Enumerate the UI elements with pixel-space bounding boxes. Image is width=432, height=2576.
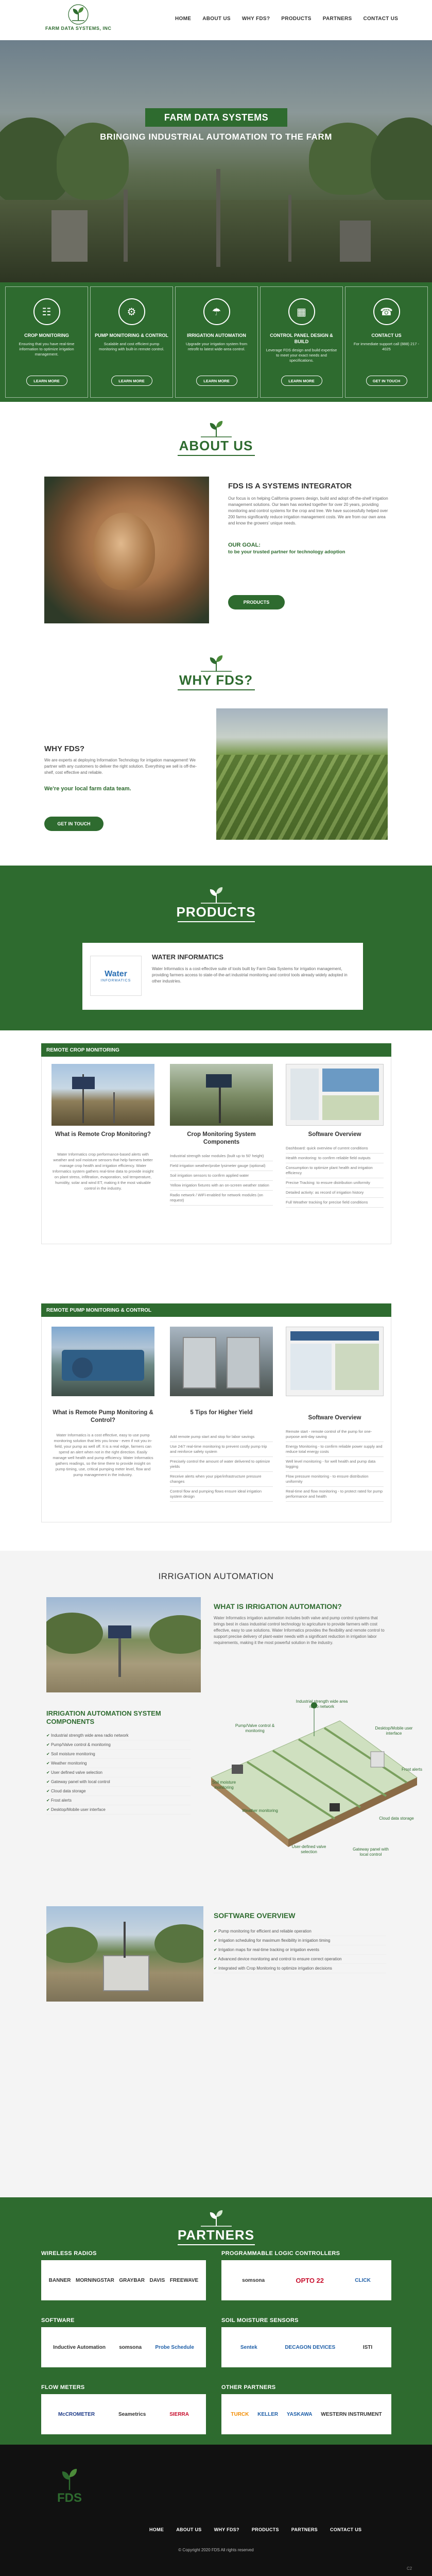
footer-nav xyxy=(149,2527,361,2532)
list-item: Control flow and pumping flows ensure ideal irrigation system design xyxy=(170,1487,273,1502)
software-overview-title: SOFTWARE OVERVIEW xyxy=(214,1911,296,1920)
service-title: CROP MONITORING xyxy=(24,333,69,338)
section-title: WHY FDS? xyxy=(179,672,253,688)
list-item: Energy Monitoring - to confirm reliable power supply and reduce total energy costs xyxy=(286,1442,384,1457)
partner-logo[interactable]: somsona xyxy=(119,2344,142,2350)
get-in-touch-button[interactable]: GET IN TOUCH xyxy=(44,817,103,831)
gateway-panel-photo xyxy=(46,1906,203,2002)
list-item: ✔ Pump monitoring for efficient and reliable operation xyxy=(214,1927,386,1936)
water-informatics-logo xyxy=(90,956,142,996)
list-item: Soil irrigation sensors to confirm applied water xyxy=(170,1171,273,1181)
partner-group-label: SOIL MOISTURE SENSORS xyxy=(221,2317,299,2324)
list-item: ✔ Irrigation scheduling for maximum flexibility in irrigation timing xyxy=(214,1936,386,1945)
about-goal-text: to be your trusted partner for technology adoption xyxy=(228,549,345,555)
list-item: Add remote pump start and stop for labor savings xyxy=(170,1432,273,1442)
list-item: Radio network / WiFi-enabled for network modules (on request) xyxy=(170,1191,273,1206)
water-informatics-body: Water Informatics is a cost-effective suite of tools built by Farm Data Systems for irrigation management, providing farmers access to state-of-the-art industrial monitoring and control tools already widely adopted in other industries. xyxy=(152,967,348,984)
list-item: Receive alerts when your pipe/infrastructure pressure changes xyxy=(170,1472,273,1487)
nav-about-us[interactable]: ABOUT US xyxy=(202,16,231,22)
footer-nav-contact-us[interactable]: CONTACT US xyxy=(330,2527,362,2532)
list-item: ✔ Soil moisture monitoring xyxy=(46,1750,191,1759)
list-item: Precise Tracking: to ensure distribution uniformity xyxy=(286,1178,384,1188)
logo-text: Water xyxy=(105,969,127,978)
partner-logo[interactable]: FREEWAVE xyxy=(169,2277,199,2283)
about-heading-block xyxy=(0,417,432,456)
partner-logos-plc xyxy=(221,2260,391,2300)
list-item: ✔ Pump/Valve control & monitoring xyxy=(46,1740,191,1750)
sprinkler-icon: ☂ xyxy=(203,298,230,325)
hero-post xyxy=(124,190,128,262)
hero-post xyxy=(216,169,220,267)
pump-software-list xyxy=(286,1427,384,1502)
partner-logos-soil xyxy=(221,2327,391,2367)
partner-group-label: OTHER PARTNERS xyxy=(221,2384,276,2391)
divider xyxy=(178,689,255,690)
pump-col-title: Software Overview xyxy=(308,1415,361,1421)
learn-more-button[interactable]: LEARN MORE xyxy=(111,376,152,386)
pump-col-title: What is Remote Pump Monitoring & Control? xyxy=(53,1410,153,1423)
irrigation-heading: IRRIGATION AUTOMATION xyxy=(158,1571,274,1581)
nav-products[interactable]: PRODUCTS xyxy=(281,16,312,22)
list-item: Remote start - remote control of the pump for one-purpose anti-day saving xyxy=(286,1427,384,1442)
partner-logo[interactable]: YASKAWA xyxy=(286,2411,313,2417)
service-desc: Leverage FDS design and build expertise to meet your exact needs and specifications. xyxy=(266,348,337,363)
crop-station-photo xyxy=(51,1064,154,1126)
partner-logo[interactable]: DAVIS xyxy=(149,2277,165,2283)
pump-col-title: 5 Tips for Higher Yield xyxy=(190,1410,253,1416)
hero-subtitle: BRINGING INDUSTRIAL AUTOMATION TO THE FARM xyxy=(100,132,332,142)
list-item: Precisely control the amount of water delivered to optimize yields xyxy=(170,1457,273,1472)
partner-logo[interactable]: Inductive Automation xyxy=(53,2344,106,2350)
list-item: ✔ Desktop/Mobile user interface xyxy=(46,1805,191,1815)
partner-logos-flow xyxy=(41,2394,206,2434)
diagram-label: User-defined valve selection xyxy=(291,1844,326,1854)
hero-tree xyxy=(371,117,432,205)
sprout-icon xyxy=(198,2207,234,2227)
site-logo[interactable] xyxy=(45,3,111,31)
list-item: ✔ Integrated with Crop Monitoring to optimize irrigation decisions xyxy=(214,1964,386,1973)
sprout-icon xyxy=(198,417,234,438)
crop-col-title: What is Remote Crop Monitoring? xyxy=(55,1131,151,1138)
diagram-label: Frost alerts xyxy=(401,1767,422,1772)
list-item: ✔ Irrigation maps for real-time tracking or irrigation events xyxy=(214,1945,386,1955)
hero-title: FARM DATA SYSTEMS xyxy=(145,108,287,127)
service-desc: Upgrade your irrigation system from retrofit to latest wide-area control. xyxy=(185,342,248,351)
pump-station-photo xyxy=(51,1327,154,1396)
partner-logo[interactable]: KELLER xyxy=(257,2411,279,2417)
footer-nav-home[interactable]: HOME xyxy=(149,2527,164,2532)
pump-software-screenshot xyxy=(286,1327,384,1396)
software-overview-list xyxy=(214,1927,386,1973)
about-goal-label: OUR GOAL: xyxy=(228,542,261,548)
partner-group-label: WIRELESS RADIOS xyxy=(41,2250,97,2257)
get-in-touch-button[interactable]: GET IN TOUCH xyxy=(366,376,407,386)
service-desc: Ensuring that you have real-time information to optimize irrigation management. xyxy=(19,342,75,357)
partner-logo[interactable]: somsona xyxy=(242,2277,265,2283)
hero-post xyxy=(288,195,291,262)
partner-logos-other xyxy=(221,2394,391,2434)
logo-subtext: INFORMATICS xyxy=(100,978,131,982)
monitor-icon: ☷ xyxy=(33,298,60,325)
crop-sensor-photo xyxy=(170,1064,273,1126)
list-item: ✔ Cloud data storage xyxy=(46,1787,191,1796)
crop-col-title: Software Overview xyxy=(308,1131,361,1138)
partner-logo[interactable]: DECAGON DEVICES xyxy=(285,2344,336,2350)
partner-logo[interactable]: BANNER xyxy=(48,2277,71,2283)
diagram-label: Desktop/Mobile user interface xyxy=(375,1726,413,1736)
diagram-label: Gateway panel with local control xyxy=(353,1847,389,1857)
pump-col-body: Water Informatics is a cost effective, easy to use pump monitoring solution that lets you know - even if not you in-field, your pump as well off. It is a real edge, farmers can spend an alert when not in the right direction. Easily manage well health and pump efficiency. Water Informatics gathers readings, so the time there to provide insight on pump timing, use, critical pumping meter level, flow and pump management in the industry. xyxy=(53,1433,153,1477)
list-item: Industrial strength solar modules (built up to 50' height) xyxy=(170,1151,273,1161)
why-heading-block xyxy=(0,652,432,690)
partner-logo[interactable]: TURCK xyxy=(231,2411,249,2417)
list-item: ✔ Industrial strength wide area radio network xyxy=(46,1731,191,1740)
list-item: Use 24/7 real-time monitoring to prevent costly pump trip and reinforce safety system xyxy=(170,1442,273,1457)
list-item: ✔ Advanced device monitoring and control to ensure correct operation xyxy=(214,1955,386,1964)
crop-components-list xyxy=(170,1151,273,1206)
service-contact-us xyxy=(345,286,428,398)
what-is-irrigation-body: Water Informatics irrigation automation includes both valve and pump control systems that brings best in class industrial control technology to agriculture to provide farmers with cost effective, easy to use solutions. Water Informatics provides the flexibility and remote control to support precise delivery of plant-water needs with a significant reduction in irrigation labor requirements, making it the most powerful solution in the industry. xyxy=(214,1616,385,1645)
copyright: © Copyright 2020 FDS All rights reserved xyxy=(178,2548,254,2552)
why-title: WHY FDS? xyxy=(44,744,85,753)
components-list xyxy=(46,1731,191,1815)
footer-nav-partners[interactable]: PARTNERS xyxy=(291,2527,318,2532)
water-informatics-card[interactable] xyxy=(82,943,363,1010)
list-item: Real-time and flow monitoring - to protect rated for pump performance and health xyxy=(286,1487,384,1502)
service-title: CONTROL PANEL DESIGN & BUILD xyxy=(270,333,333,344)
list-item: Flow pressure monitoring - to ensure distribution uniformity xyxy=(286,1472,384,1487)
sprout-icon xyxy=(198,652,234,672)
crop-col-title: Crop Monitoring System Components xyxy=(187,1131,256,1145)
about-title: FDS IS A SYSTEMS INTEGRATOR xyxy=(228,482,352,490)
section-title: ABOUT US xyxy=(179,438,253,453)
partners-section xyxy=(0,2197,432,2445)
service-pump-monitoring xyxy=(90,286,173,398)
crop-software-list xyxy=(286,1144,384,1208)
partner-logo[interactable]: ISTI xyxy=(362,2344,373,2350)
partner-group-label: FLOW METERS xyxy=(41,2384,85,2391)
control-panel-icon: ▦ xyxy=(288,298,315,325)
service-title: PUMP MONITORING & CONTROL xyxy=(95,333,168,338)
partner-logo[interactable]: Sentek xyxy=(240,2344,257,2350)
diagram-label: Weather monitoring xyxy=(242,1808,278,1813)
partner-logos-software xyxy=(41,2327,206,2367)
list-item: Detailed activity: as record of irrigation history xyxy=(286,1188,384,1198)
crop-software-screenshot xyxy=(286,1064,384,1126)
learn-more-button[interactable]: LEARN MORE xyxy=(196,376,237,386)
list-item: Consumption to optimize plant health and irrigation efficiency xyxy=(286,1163,384,1178)
list-item: ✔ User defined valve selection xyxy=(46,1768,191,1777)
partner-logo[interactable]: SIERRA xyxy=(169,2411,189,2417)
service-desc: For immediate support call (888) 217 - 4025 xyxy=(353,342,420,351)
list-item: Full Weather tracking for precise field conditions xyxy=(286,1198,384,1208)
components-title: IRRIGATION AUTOMATION SYSTEM COMPONENTS xyxy=(46,1709,161,1725)
products-section xyxy=(0,866,432,1030)
list-item: Yellow irrigation fixtures with an on-screen weather station xyxy=(170,1181,273,1191)
diagram-label: Pump/Valve control & monitoring xyxy=(235,1723,275,1733)
partner-logo[interactable]: CLICK xyxy=(355,2277,371,2283)
footer-nav-products[interactable]: PRODUCTS xyxy=(251,2527,279,2532)
footer-nav-why-fds[interactable]: WHY FDS? xyxy=(214,2527,239,2532)
why-body: We are experts at deploying Information Technology for irrigation management! We partner with any customers to deliver the right solution. Everything we sell is off-the-shelf, cost effective and reliable. xyxy=(44,758,197,775)
service-crop-monitoring xyxy=(5,286,88,398)
vineyard-rows xyxy=(216,755,388,840)
learn-more-button[interactable]: LEARN MORE xyxy=(26,376,67,386)
sprout-logo-icon xyxy=(51,2465,88,2491)
diagram-label: Cloud data storage xyxy=(379,1816,414,1821)
list-item: ✔ Gateway panel with local control xyxy=(46,1777,191,1787)
pump-tips-list xyxy=(170,1432,273,1502)
crop-col-body: Water Informatics crop performance-based alerts with weather and soil moisture sensors that help farmers better manage crop health and irrigation efficiency. Water Informatics system gathers real-time data to provide insight on plant stress, infiltration, evaporation, soil temperature, humidity, solar and wind ET, making it the most valuable control in the industry. xyxy=(52,1152,154,1191)
partner-logo[interactable]: McCROMETER xyxy=(58,2411,95,2417)
divider xyxy=(178,455,255,456)
products-heading-block xyxy=(0,884,432,922)
diagram-label: Soil moisture monitoring xyxy=(212,1780,236,1790)
partner-logos-wireless xyxy=(41,2260,206,2300)
nav-contact-us[interactable]: CONTACT US xyxy=(363,16,399,22)
nav-home[interactable]: HOME xyxy=(175,16,192,22)
service-title: IRRIGATION AUTOMATION xyxy=(187,333,246,338)
almond-photo xyxy=(44,477,209,623)
partner-logo[interactable]: GRAYBAR xyxy=(119,2277,145,2283)
what-is-irrigation-title: WHAT IS IRRIGATION AUTOMATION? xyxy=(214,1602,342,1611)
nav-partners[interactable]: PARTNERS xyxy=(322,16,352,22)
hero-equipment xyxy=(51,210,88,262)
service-control-panel xyxy=(260,286,343,398)
services-strip xyxy=(0,282,432,402)
hero-equipment xyxy=(340,221,371,262)
list-item: Well level monitoring - for well health and pump data logging xyxy=(286,1457,384,1472)
why-tagline: We're your local farm data team. xyxy=(44,786,131,792)
service-irrigation-automation xyxy=(175,286,258,398)
partner-logo[interactable]: WESTERN INSTRUMENT xyxy=(321,2411,382,2417)
pump-monitoring-header: REMOTE PUMP MONITORING & CONTROL xyxy=(41,1303,391,1317)
partner-group-label: SOFTWARE xyxy=(41,2317,75,2324)
list-item: ✔ Frost alerts xyxy=(46,1796,191,1805)
site-header xyxy=(0,0,432,40)
service-desc: Scalable and cost efficient pump monitoring with built-in remote control. xyxy=(99,342,164,351)
footer-logo-text: FDS xyxy=(57,2491,82,2505)
about-body: Our focus is on helping California growers design, build and adopt off-the-shelf irrigation management solutions. Our team has worked together for over 20 years, providing monitoring and control systems for the crop and tree. We have successfully helped over 200 farms significantly reduce irrigation management costs. We are from our own area and know the growers’ unique needs. xyxy=(228,496,388,526)
divider xyxy=(178,2244,255,2245)
learn-more-button[interactable]: LEARN MORE xyxy=(281,376,322,386)
products-button[interactable]: PRODUCTS xyxy=(228,595,285,609)
section-title: PRODUCTS xyxy=(176,904,256,920)
list-item: Dashboard: quick overview of current conditions xyxy=(286,1144,384,1154)
list-item: Field irrigation weather/probe lysimeter gauge (optional) xyxy=(170,1161,273,1171)
vineyard-photo xyxy=(216,708,388,840)
partners-heading-block xyxy=(0,2207,432,2245)
nav-why-fds[interactable]: WHY FDS? xyxy=(241,16,270,22)
section-title: PARTNERS xyxy=(177,2227,255,2243)
partner-logo[interactable]: Seametrics xyxy=(118,2411,146,2417)
crop-monitoring-header: REMOTE CROP MONITORING xyxy=(41,1043,391,1057)
list-item: ✔ Weather monitoring xyxy=(46,1759,191,1768)
pump-icon: ⚙ xyxy=(118,298,145,325)
orchard-photo xyxy=(46,1597,201,1692)
service-title: CONTACT US xyxy=(371,333,402,338)
list-item: Health monitoring: to confirm reliable field outputs xyxy=(286,1154,384,1163)
sprout-logo-icon xyxy=(67,3,90,26)
main-nav xyxy=(175,16,398,22)
sprout-icon xyxy=(198,884,234,904)
partner-group-label: PROGRAMMABLE LOGIC CONTROLLERS xyxy=(221,2250,340,2257)
footer-nav-about-us[interactable]: ABOUT US xyxy=(176,2527,202,2532)
logo-text: FARM DATA SYSTEMS, INC xyxy=(45,26,112,31)
pump-panel-photo xyxy=(170,1327,273,1396)
water-informatics-title: WATER INFORMATICS xyxy=(152,953,223,961)
partner-logo[interactable]: Probe Schedule xyxy=(155,2344,194,2350)
footer-logo[interactable] xyxy=(51,2465,88,2505)
version-badge: C2 xyxy=(407,2566,412,2571)
diagram-label: Industrial strength wide area radio network xyxy=(296,1699,348,1709)
partner-logo[interactable]: OPTO 22 xyxy=(296,2276,324,2284)
almond-shape xyxy=(93,513,155,590)
phone-icon: ☎ xyxy=(373,298,400,325)
divider xyxy=(178,921,255,922)
site-footer xyxy=(0,2445,432,2576)
partner-logo[interactable]: MORNINGSTAR xyxy=(76,2277,114,2283)
hero-banner xyxy=(0,40,432,282)
